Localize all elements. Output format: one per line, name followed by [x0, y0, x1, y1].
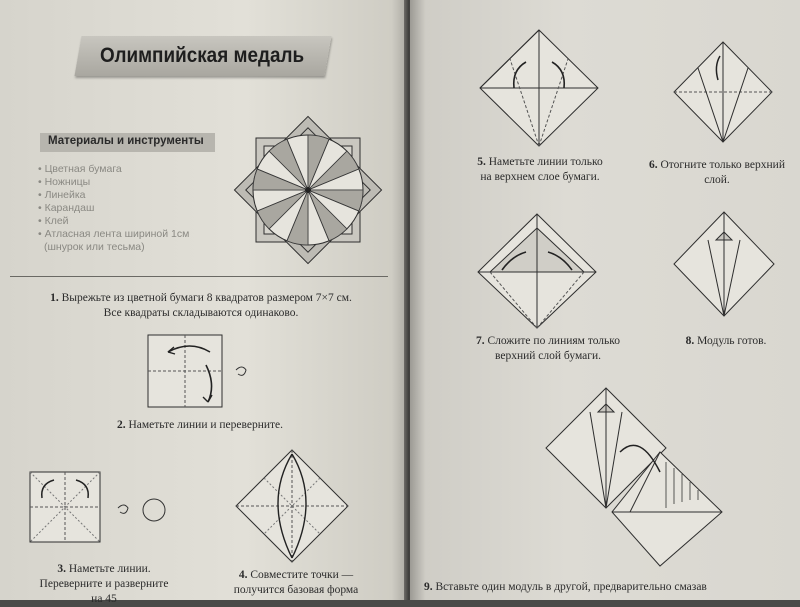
step1-caption: [14, 291, 388, 321]
step4-text-line2: получится базовая форма: [233, 584, 359, 596]
step6-caption: [632, 158, 800, 188]
materials-item: • Линейка: [38, 189, 189, 202]
page-title: Олимпийская медаль: [100, 44, 305, 67]
medal-illustration: [228, 110, 388, 270]
step8-text: Модуль готов.: [697, 335, 767, 347]
materials-item: • Атласная лента шириной 1см: [38, 228, 189, 241]
step6-number: 6.: [649, 159, 658, 171]
step1-text-line1: Вырежьте из цветной бумаги 8 квадратов размером 7×7 см.: [61, 292, 352, 304]
step9-caption: [424, 580, 794, 595]
step5-caption: [440, 155, 640, 185]
materials-list: [38, 163, 189, 254]
section-divider: [10, 276, 388, 277]
step5-number: 5.: [477, 156, 486, 168]
materials-heading: Материалы и инструменты: [48, 135, 204, 147]
step6-text-line2: слой.: [704, 174, 730, 186]
step4-text-line1: Совместите точки —: [250, 569, 354, 581]
step2-text: Наметьте линии и переверните.: [128, 419, 284, 431]
materials-item-continuation: (шнурок или тесьма): [44, 241, 145, 253]
step8-diagram: [668, 210, 780, 322]
step1-number: 1.: [50, 292, 59, 304]
step2-caption: [60, 418, 340, 433]
step8-caption: [666, 334, 786, 349]
step7-caption: [438, 334, 658, 364]
step6-text-line1: Отогните только верхний: [660, 159, 785, 171]
step3-text-line1: Наметьте линии.: [68, 563, 151, 575]
step4-number: 4.: [238, 569, 248, 581]
materials-item: • Ножницы: [38, 176, 189, 189]
step3-text-line2: Переверните и разверните: [39, 578, 169, 590]
materials-item: • Цветная бумага: [38, 163, 189, 176]
step2-number: 2.: [116, 419, 126, 431]
step3-diagram: [26, 468, 176, 548]
step9-text-line1: Вставьте один модуль в другой, предварительно смазав: [435, 581, 707, 593]
step4-diagram: [234, 446, 354, 566]
step5-diagram: [474, 28, 604, 148]
step9-diagram: [540, 382, 740, 572]
step7-number: 7.: [475, 335, 485, 347]
materials-item: • Карандаш: [38, 202, 189, 215]
step6-diagram: [668, 40, 778, 150]
step5-text-line2: на верхнем слое бумаги.: [480, 171, 600, 183]
step8-number: 8.: [685, 335, 695, 347]
materials-heading-box: [40, 133, 215, 152]
step7-text-line2: верхний слой бумаги.: [495, 350, 601, 362]
materials-item: • Клей: [38, 215, 189, 228]
right-page: [410, 0, 800, 600]
step7-text-line1: Сложите по линиям только: [487, 335, 621, 347]
step5-text-line1: Наметьте линии только: [488, 156, 603, 168]
step3-text-line3: на 45: [91, 593, 117, 605]
step4-caption: [206, 568, 386, 598]
step3-number: 3.: [57, 563, 66, 575]
step2-diagram: [140, 330, 260, 415]
step7-diagram: [472, 212, 602, 330]
step1-text-line2: Все квадраты складываются одинаково.: [103, 307, 299, 319]
step9-number: 9.: [424, 581, 433, 593]
step3-caption: [4, 562, 204, 607]
